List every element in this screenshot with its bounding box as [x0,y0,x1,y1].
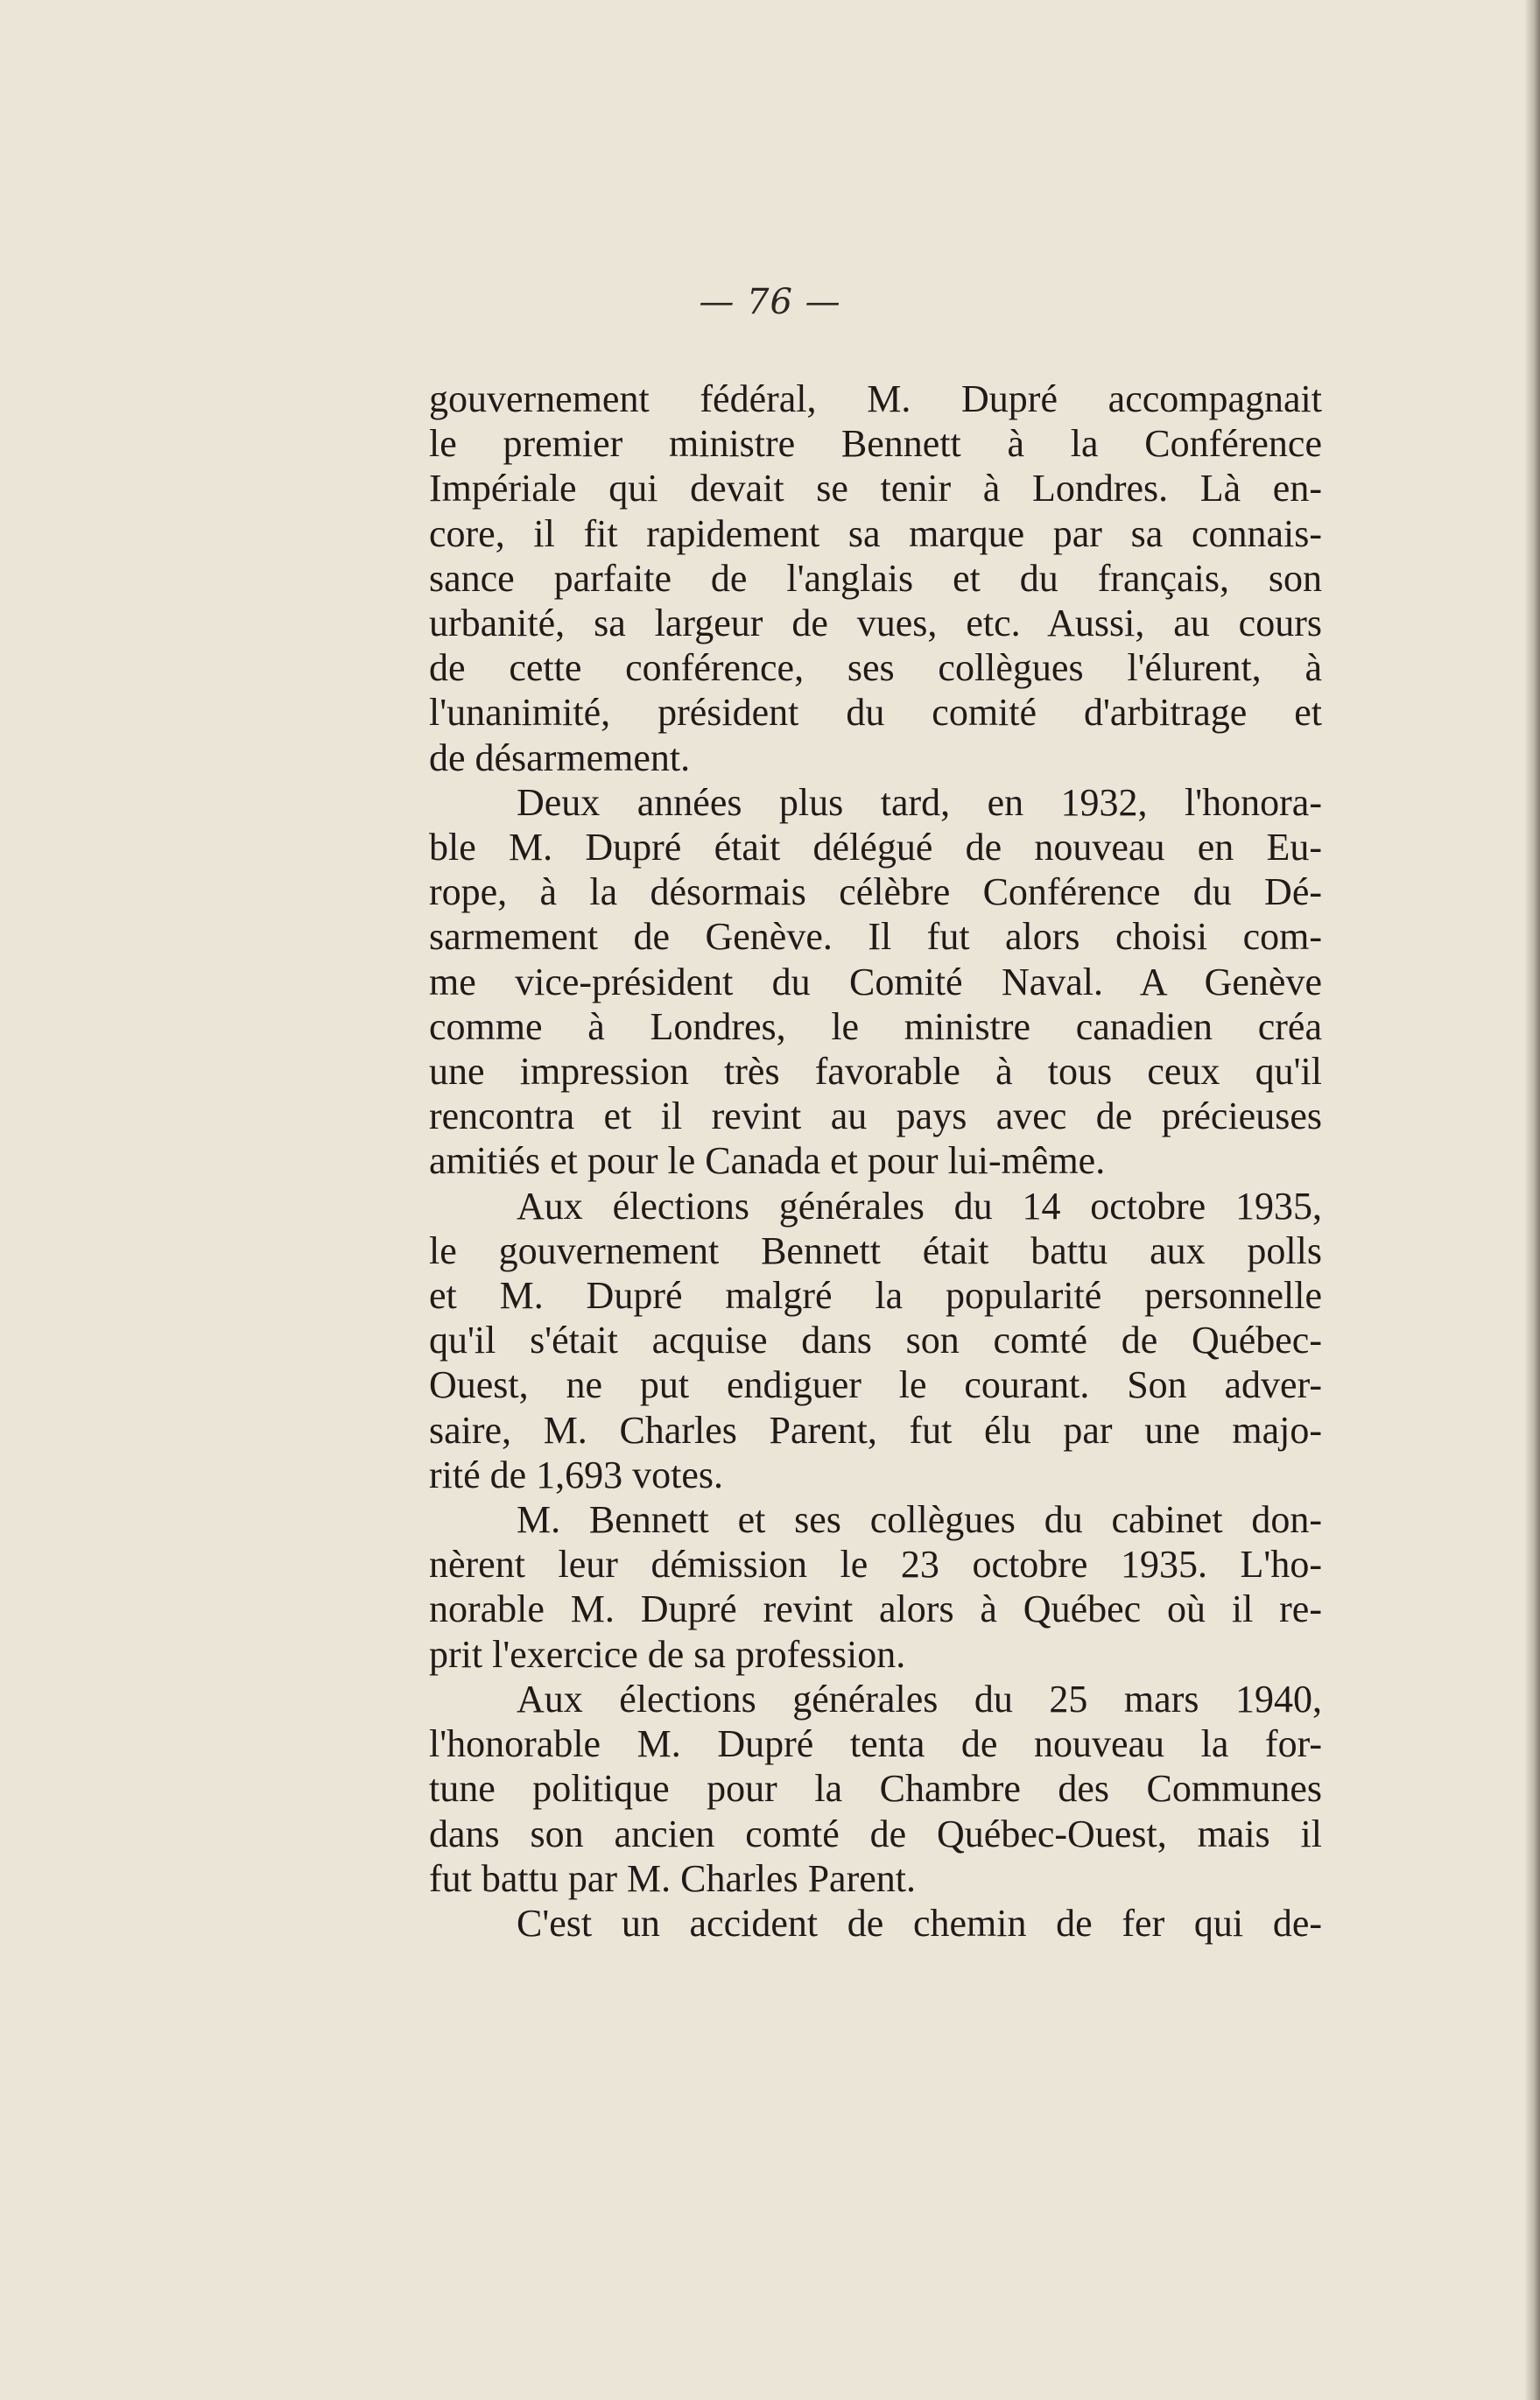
text-line: urbanité, sa largeur de vues, etc. Aussi, au cours [429,602,1322,645]
text-line: dans son ancien comté de Québec-Ouest, mais il [429,1812,1322,1855]
page-edge-shadow [1524,0,1540,2400]
text-line: rope, à la désormais célèbre Conférence du Dé- [429,870,1322,914]
text-line: le gouvernement Bennett était battu aux polls [429,1228,1322,1272]
text-line: gouvernement fédéral, M. Dupré accompagnait [429,377,1322,420]
text-line: C'est un accident de chemin de fer qui de- [517,1901,1322,1945]
text-line: amitiés et pour le Canada et pour lui-même. [429,1139,1106,1183]
text-line: Deux années plus tard, en 1932, l'honora- [517,780,1322,824]
text-line: fut battu par M. Charles Parent. [429,1856,916,1900]
paragraph-1 [429,377,1322,780]
text-line: ble M. Dupré était délégué de nouveau en Eu- [429,826,1322,869]
paragraph-4 [429,1497,1322,1677]
text-line: saire, M. Charles Parent, fut élu par une majo- [429,1408,1322,1452]
text-line: tune politique pour la Chambre des Communes [429,1767,1322,1811]
text-line: comme à Londres, le ministre canadien créa [429,1004,1322,1048]
text-line: Aux élections générales du 14 octobre 1935, [517,1184,1322,1228]
text-line: nèrent leur démission le 23 octobre 1935. L'ho- [429,1543,1322,1587]
text-line: rencontra et il revint au pays avec de précieuses [429,1094,1322,1138]
text-line: norable M. Dupré revint alors à Québec où il re- [429,1587,1322,1631]
text-line: de désarmement. [429,735,691,779]
text-line: qu'il s'était acquise dans son comté de Québec- [429,1319,1322,1362]
text-line: de cette conférence, ses collègues l'élurent, à [429,646,1322,690]
text-line: M. Bennett et ses collègues du cabinet don- [517,1498,1322,1542]
paragraph-2 [429,780,1322,1184]
paragraph-3 [429,1184,1322,1497]
text-line: l'honorable M. Dupré tenta de nouveau la for- [429,1722,1322,1766]
text-line: rité de 1,693 votes. [429,1453,724,1496]
text-line: Ouest, ne put endiguer le courant. Son adver- [429,1363,1322,1407]
text-line: le premier ministre Bennett à la Conférence [429,422,1322,466]
text-line: me vice-président du Comité Naval. A Genève [429,960,1322,1003]
text-line: sarmement de Genève. Il fut alors choisi com- [429,915,1322,959]
text-line: et M. Dupré malgré la popularité personnelle [429,1274,1322,1318]
body-text [429,377,1322,1946]
text-line: une impression très favorable à tous ceux qu'il [429,1050,1322,1094]
text-line: prit l'exercice de sa profession. [429,1632,906,1676]
text-line: core, il fit rapidement sa marque par sa connais- [429,511,1322,555]
page-number: — 76 — [699,282,841,322]
text-line: Impériale qui devait se tenir à Londres. Là en- [429,467,1322,510]
paragraph-6 [429,1901,1322,1946]
text-line: l'unanimité, président du comité d'arbitrage et [429,691,1322,735]
paragraph-5 [429,1677,1322,1901]
text-line: sance parfaite de l'anglais et du français, son [429,556,1322,600]
text-line: Aux élections générales du 25 mars 1940, [517,1677,1322,1721]
